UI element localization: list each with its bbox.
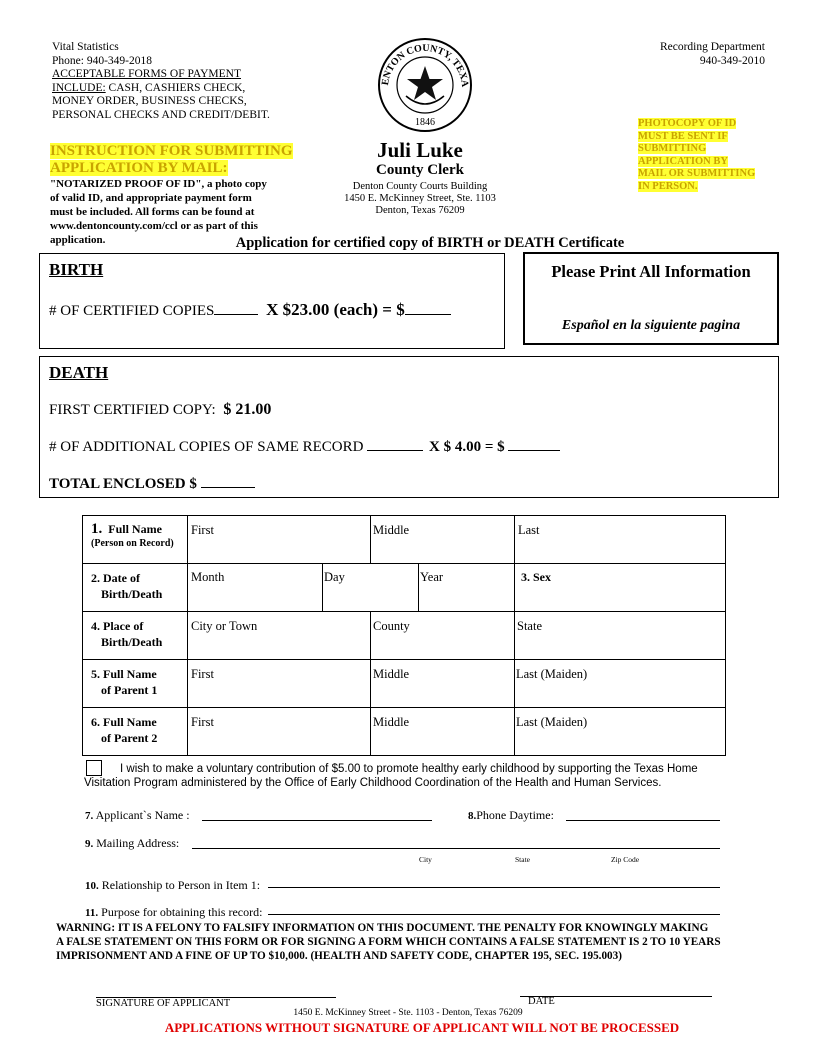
payment-include-label: INCLUDE:: [52, 81, 106, 94]
row4-label1: 5. Full Name: [91, 667, 157, 681]
mail-line2: of valid ID, and appropriate payment form: [50, 192, 252, 204]
row5-label-cell: [91, 714, 157, 746]
death-additional-label: # OF ADDITIONAL COPIES OF SAME RECORD: [49, 439, 364, 455]
applicant-name-num: 7.: [85, 810, 94, 822]
recording-dept: Recording Department: [659, 41, 765, 53]
parent1-first-field[interactable]: [190, 660, 370, 707]
relationship-label: Relationship to Person in Item 1:: [101, 878, 261, 892]
person-first-name-field[interactable]: [190, 516, 370, 563]
mail-heading-1: INSTRUCTION FOR SUBMITTING: [50, 143, 293, 159]
clerk-name: Juli Luke: [377, 138, 463, 162]
clerk-block: [320, 138, 520, 217]
vital-stats-phone: Phone: 940-349-2018: [52, 54, 152, 67]
warning-line1: WARNING: IT IS A FELONY TO FALSIFY INFORMATION ON THIS DOCUMENT. THE PENALTY FOR KNOWINGLY MAKING: [56, 922, 709, 934]
purpose-input[interactable]: [268, 914, 720, 915]
total-label: TOTAL ENCLOSED $: [49, 476, 197, 492]
sex-field[interactable]: [516, 564, 724, 611]
photocopy-note: [638, 118, 773, 194]
purpose-label: Purpose for obtaining this record:: [101, 905, 263, 919]
date-label: DATE: [528, 996, 555, 1007]
birth-section: [39, 253, 505, 349]
place-city-field[interactable]: [190, 612, 370, 659]
signature-label: SIGNATURE OF APPLICANT: [96, 998, 231, 1009]
payment-line1: CASH, CASHIERS CHECK,: [105, 81, 246, 94]
payment-heading: ACCEPTABLE FORMS OF PAYMENT: [52, 68, 241, 80]
seal-graphic: [376, 36, 474, 134]
footer-address: 1450 E. McKinney Street - Ste. 1103 - Denton, Texas 76209: [293, 1008, 523, 1018]
person-first-label: First: [191, 523, 214, 537]
death-additional-row: [49, 439, 560, 456]
row2-label1: 2. Date of: [91, 571, 140, 585]
photocopy-line2: MUST BE SENT IF: [638, 130, 728, 142]
birth-copies-input[interactable]: [214, 314, 258, 315]
photocopy-line1: PHOTOCOPY OF ID: [638, 118, 737, 129]
phone-num: 8.: [468, 810, 477, 822]
contribution-line1: I wish to make a voluntary contribution of $5.00 to promote healthy early childhood by supporting the Texas Home: [120, 763, 698, 775]
birth-heading: BIRTH: [49, 260, 104, 279]
vital-stats-dept: Vital Statistics: [52, 41, 119, 53]
birth-price: X $23.00 (each) = $: [266, 300, 405, 319]
warning-line3: IMPRISONMENT AND A FINE OF UP TO $10,000. (HEALTH AND SAFETY CODE, CHAPTER 195, SEC. 195.003): [56, 950, 622, 962]
death-first-row: [49, 401, 271, 419]
vital-statistics-block: [52, 41, 312, 122]
mail-line5: application.: [50, 234, 106, 246]
parent2-first-label: First: [191, 715, 214, 729]
parent2-first-field[interactable]: [190, 708, 370, 755]
row2-label2: Birth/Death: [101, 587, 163, 601]
row4-label-cell: [91, 666, 157, 698]
death-section: [39, 356, 779, 498]
date-year-label: Year: [420, 570, 444, 584]
place-county-field[interactable]: [372, 612, 514, 659]
total-row: [49, 476, 255, 493]
payment-line3: PERSONAL CHECKS AND CREDIT/DEBIT.: [52, 108, 270, 121]
place-city-label: City or Town: [191, 619, 258, 633]
parent1-last-field[interactable]: [516, 660, 724, 707]
date-day-label: Day: [324, 570, 345, 584]
row4-label2: of Parent 1: [101, 683, 158, 697]
mailing-address-input[interactable]: [192, 848, 720, 849]
relationship-row: [85, 878, 260, 893]
row3-label1: 4. Place of: [91, 619, 144, 633]
row3-label2: Birth/Death: [101, 635, 163, 649]
print-info-title: Please Print All Information: [551, 262, 751, 281]
sex-label: 3. Sex: [521, 570, 551, 584]
payment-line-include: [52, 82, 312, 96]
row1-sub-text: (Person on Record): [91, 538, 174, 549]
city-label: City: [419, 855, 432, 864]
warning-line2: A FALSE STATEMENT ON THIS FORM OR FOR SIGNING A FORM WHICH CONTAINS A FALSE STATEMENT IS 2 TO 10 YEARS: [56, 936, 721, 948]
clerk-city: Denton, Texas 76209: [375, 205, 465, 216]
date-month-field[interactable]: [190, 564, 322, 611]
form-title: Application for certified copy of BIRTH or DEATH Certificate: [235, 235, 625, 251]
person-middle-label: Middle: [373, 523, 410, 537]
mailing-address-row: [85, 836, 179, 851]
row1-label-text: Full Name: [108, 522, 162, 536]
clerk-title: County Clerk: [376, 162, 464, 178]
relationship-input[interactable]: [268, 887, 720, 888]
record-grid: [82, 515, 726, 756]
row1-number: 1.: [91, 521, 103, 537]
mail-line3: must be included. All forms can be found at: [50, 206, 255, 218]
felony-warning: [56, 921, 796, 963]
photocopy-line3: SUBMITTING: [638, 143, 707, 155]
birth-total-input[interactable]: [405, 314, 451, 315]
parent1-last-label: Last (Maiden): [516, 667, 588, 681]
applicant-name-label: Applicant`s Name :: [95, 808, 190, 822]
recording-phone: 940-349-2010: [699, 54, 765, 67]
photocopy-line6: IN PERSON.: [638, 180, 698, 192]
death-first-price: $ 21.00: [223, 401, 272, 418]
signature-required-notice: APPLICATIONS WITHOUT SIGNATURE OF APPLICANT WILL NOT BE PROCESSED: [164, 1020, 680, 1035]
state-label: State: [515, 855, 530, 864]
date-month-label: Month: [191, 570, 225, 584]
parent2-last-label: Last (Maiden): [516, 715, 588, 729]
photocopy-line4: APPLICATION BY: [638, 155, 728, 167]
row3-label-cell: [91, 618, 162, 650]
parent1-first-label: First: [191, 667, 214, 681]
mail-line1: "NOTARIZED PROOF OF ID", a photo copy: [50, 178, 267, 190]
parent2-middle-field[interactable]: [372, 708, 514, 755]
parent1-middle-label: Middle: [373, 667, 410, 681]
date-day-field[interactable]: [324, 564, 418, 611]
parent2-middle-label: Middle: [373, 715, 410, 729]
mail-heading-2: APPLICATION BY MAIL:: [50, 160, 228, 176]
contribution-text: [84, 762, 744, 790]
purpose-row: [85, 905, 262, 920]
birth-copies-row: [49, 300, 451, 320]
clerk-street: 1450 E. McKinney Street, Ste. 1103: [344, 193, 496, 204]
row1-label-cell: [91, 521, 174, 550]
address-num: 9.: [85, 838, 94, 850]
relationship-num: 10.: [85, 880, 99, 892]
parent1-middle-field[interactable]: [372, 660, 514, 707]
contribution-line2: Visitation Program administered by the Office of Early Childhood Coordination of the Health and Human Services.: [84, 777, 662, 789]
death-heading: DEATH: [49, 363, 109, 382]
mail-line4: www.dentoncounty.com/ccl or as part of this: [50, 220, 258, 232]
spanish-note: Español en la siguiente pagina: [561, 318, 741, 333]
parent2-last-field[interactable]: [516, 708, 724, 755]
death-additional-price: X $ 4.00 = $: [428, 439, 505, 455]
date-year-field[interactable]: [420, 564, 514, 611]
row5-label2: of Parent 2: [101, 731, 158, 745]
death-additional-input[interactable]: [367, 450, 423, 451]
star-icon: [407, 66, 443, 100]
row5-label1: 6. Full Name: [91, 715, 157, 729]
place-state-label: State: [517, 619, 542, 633]
applicant-name-row: [85, 808, 190, 823]
phone-row: [468, 808, 554, 823]
address-label: Mailing Address:: [96, 836, 180, 850]
mail-instructions: [50, 143, 320, 247]
birth-copies-label: # OF CERTIFIED COPIES: [49, 303, 215, 319]
clerk-building: Denton County Courts Building: [352, 181, 488, 192]
photocopy-line5: MAIL OR SUBMITTING: [638, 168, 756, 180]
payment-line2: MONEY ORDER, BUSINESS CHECKS,: [52, 95, 247, 107]
total-input[interactable]: [201, 487, 255, 488]
phone-label: Phone Daytime:: [476, 808, 554, 822]
phone-input[interactable]: [566, 820, 720, 821]
person-middle-name-field[interactable]: [372, 516, 514, 563]
death-additional-total-input[interactable]: [508, 450, 560, 451]
seal-top-text: ENTON COUNTY, TEXA: [380, 42, 471, 88]
zip-label: Zip Code: [611, 855, 640, 864]
purpose-num: 11.: [85, 907, 99, 919]
row2-label-cell: [91, 570, 162, 602]
place-county-label: County: [373, 619, 410, 633]
person-last-label: Last: [518, 523, 540, 537]
print-info-box: [523, 252, 779, 345]
applicant-name-input[interactable]: [202, 820, 432, 821]
recording-department-block: [560, 41, 765, 68]
place-state-field[interactable]: [516, 612, 724, 659]
county-seal: [376, 36, 474, 134]
seal-year: 1846: [415, 117, 435, 128]
death-first-label: FIRST CERTIFIED COPY:: [49, 402, 216, 418]
person-last-name-field[interactable]: [516, 516, 724, 563]
